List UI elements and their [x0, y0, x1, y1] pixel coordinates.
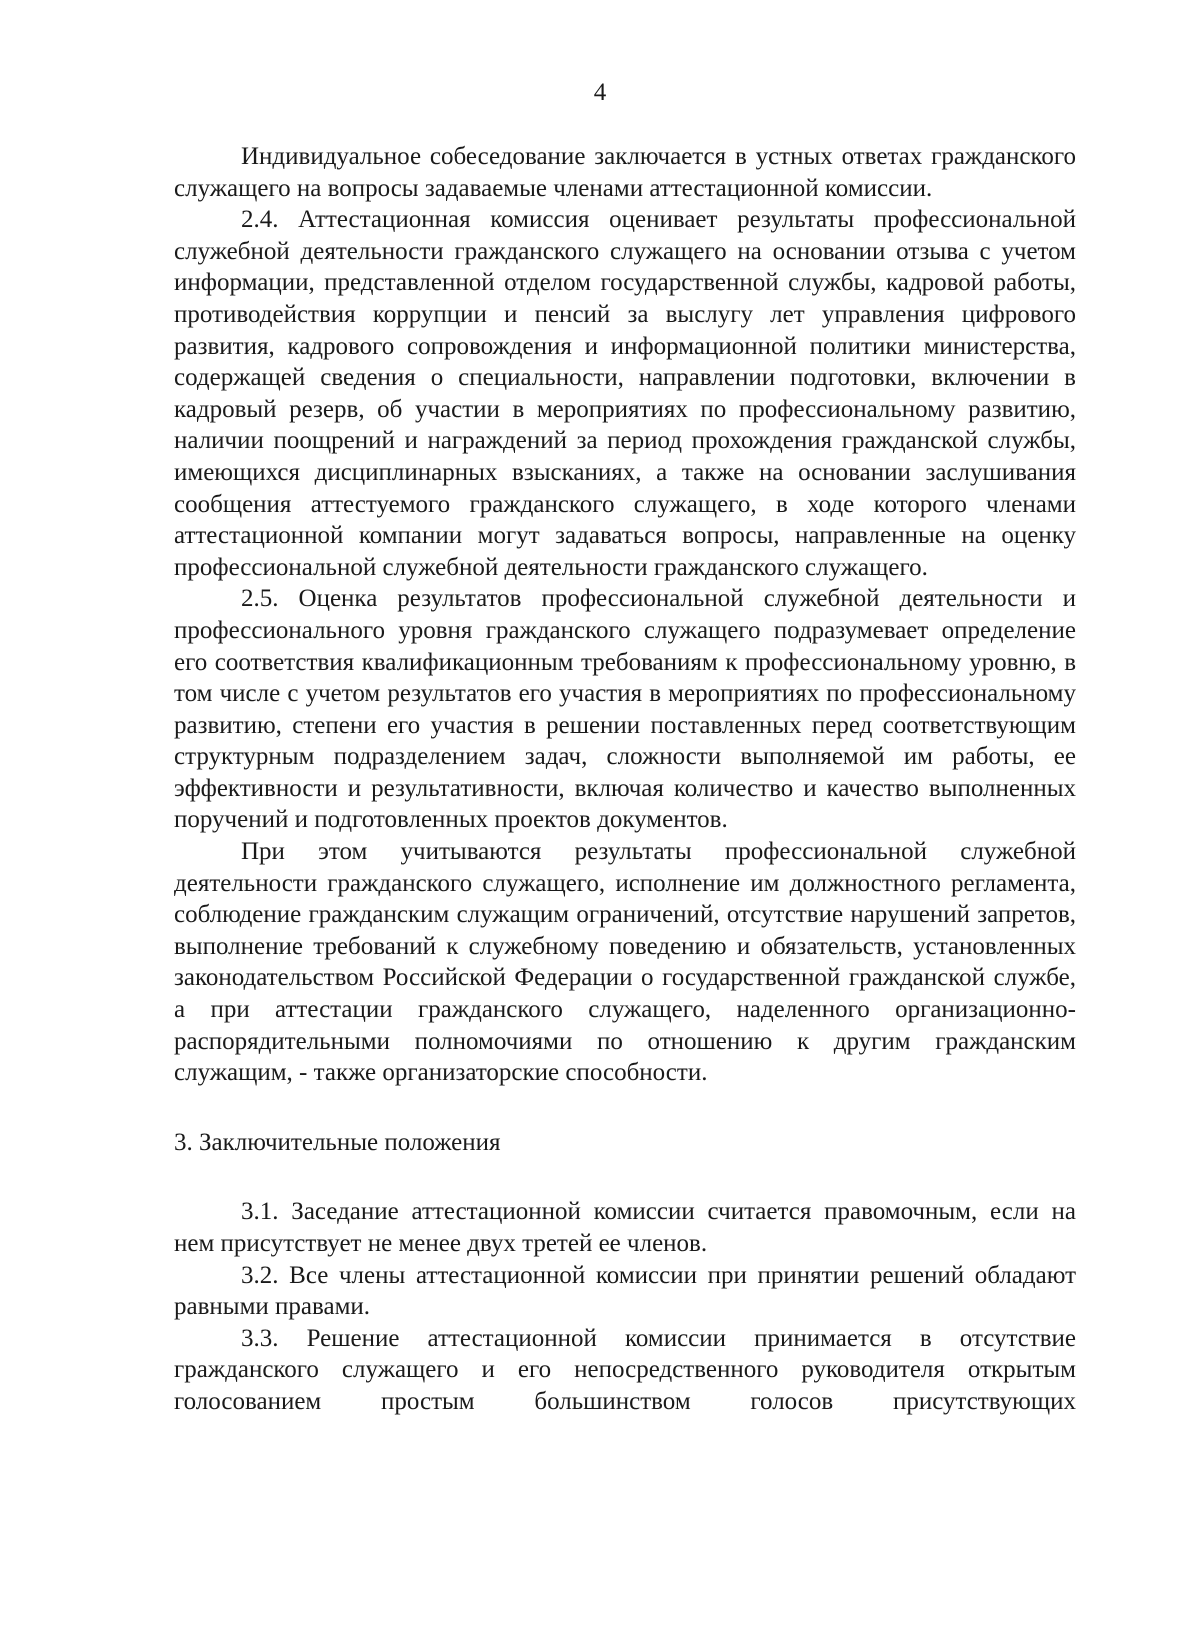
paragraph-3-1: 3.1. Заседание аттестационной комиссии считается правомочным, если на нем присутствует не менее двух третей ее членов.: [174, 1198, 1076, 1257]
page-number: 4: [593, 79, 607, 106]
paragraph-3-2: 3.2. Все члены аттестационной комиссии при принятии решений обладают равными правами.: [174, 1261, 1076, 1321]
paragraph-2-4: 2.4. Аттестационная комиссия оценивает результаты профессиональной служебной деятельности гражданского служащего на основании отзыва с учетом информации, представленной отделом государственной службы, кадровой работы, противодействия коррупции и пенсий за выслугу лет управления цифрового развития, кадрового сопровождения и информационной политики министерства, содержащей сведения о специальности, направлении подготовки, включении в кадровый резерв, об участии в мероприятиях по профессиональному развитию, наличии поощрений и награждений за период прохождения гражданской службы, имеющихся дисциплинарных взысканиях, а также на основании заслушивания сообщения аттестуемого гражданского служащего, в ходе которого членами аттестационной компании могут задаваться вопросы, направленные на оценку профессиональной служебной деятельности гражданского служащего.: [174, 206, 1076, 581]
document-body: [174, 141, 1076, 1418]
paragraph-3-3: 3.3. Решение аттестационной комиссии принимается в отсутствие гражданского служащего и его непосредственного руководителя открытым голосованием простым большинством голосов присутствующих: [174, 1324, 1076, 1415]
section-title: 3. Заключительные положения: [174, 1128, 501, 1156]
paragraph-considerations: При этом учитываются результаты профессиональной служебной деятельности гражданского служащего, исполнение им должностного регламента, соблюдение гражданским служащим ограничений, отсутствие нарушений запретов, выполнение требований к служебному поведению и обязательств, установленных законодательством Российской Федерации о государственной гражданской службе, а при аттестации гражданского служащего, наделенного организационно-распорядительными полномочиями по отношению к другим гражданским служащим, - также организаторские способности.: [174, 838, 1076, 1087]
paragraph-interview: Индивидуальное собеседование заключается в устных ответах гражданского служащего на вопросы задаваемые членами аттестационной комиссии.: [174, 143, 1076, 202]
paragraph-2-5: 2.5. Оценка результатов профессиональной служебной деятельности и профессионального уровня гражданского служащего подразумевает определение его соответствия квалификационным требованиям к профессиональному уровню, в том числе с учетом результатов его участия в мероприятиях по профессиональному развитию, степени его участия в решении поставленных перед соответствующим структурным подразделением задач, сложности выполняемой им работы, ее эффективности и результативности, включая количество и качество выполненных поручений и подготовленных проектов документов.: [174, 585, 1076, 834]
